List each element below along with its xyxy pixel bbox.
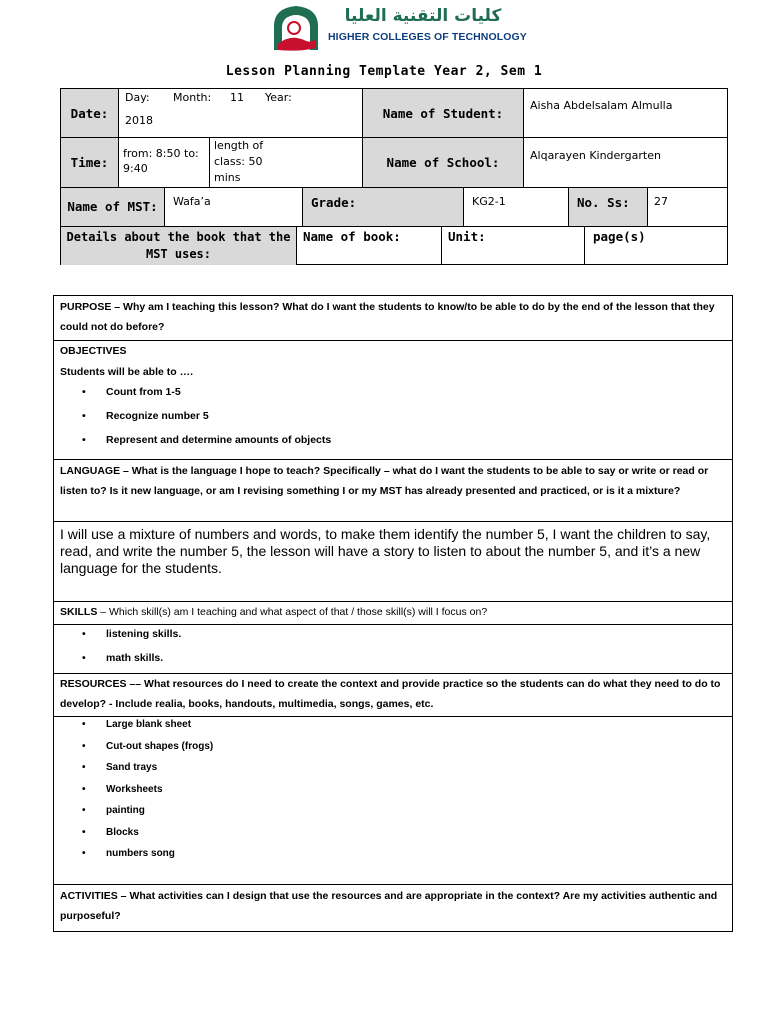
activities-section — [54, 885, 732, 931]
skills-list — [54, 628, 732, 676]
date-label: Date: — [61, 89, 119, 138]
objectives-section — [54, 341, 732, 460]
list-item: • Blocks — [54, 827, 732, 849]
year-value: 2018 — [125, 114, 153, 127]
day-label: Day: — [125, 91, 150, 104]
objectives-intro: Students will be able to …. — [60, 366, 194, 378]
student-value: Aisha Abdelsalam Almulla — [524, 89, 728, 138]
resources-section — [54, 674, 732, 717]
time-value: from: 8:50 to: 9:40 — [119, 138, 210, 188]
activities-heading: ACTIVITIES — [60, 890, 118, 902]
objectives-list — [54, 386, 732, 458]
date-cell — [119, 89, 363, 138]
school-label: Name of School: — [363, 138, 524, 188]
book-details-label: Details about the book that the MST uses: — [61, 227, 297, 265]
school-value: Alqarayen Kindergarten — [524, 138, 728, 188]
list-item: • Recognize number 5 — [54, 410, 732, 434]
mst-label: Name of MST: — [61, 188, 165, 227]
month-label: Month: — [173, 91, 212, 104]
pages-label: page(s) — [593, 229, 646, 244]
skills-list-section — [54, 625, 732, 674]
language-heading: LANGUAGE — [60, 465, 121, 477]
resources-list — [54, 719, 732, 870]
list-item: • math skills. — [54, 652, 732, 676]
logo-english-text: HIGHER COLLEGES OF TECHNOLOGY — [328, 31, 527, 43]
purpose-section — [54, 296, 732, 341]
list-item: • Large blank sheet — [54, 719, 732, 741]
purpose-heading: PURPOSE — [60, 301, 112, 313]
skills-question: – Which skill(s) am I teaching and what aspect of that / those skill(s) will I focus on? — [97, 606, 488, 618]
list-item: • Count from 1-5 — [54, 386, 732, 410]
ss-label: No. Ss: — [569, 188, 648, 227]
list-item: • listening skills. — [54, 628, 732, 652]
resources-heading: RESOURCES — [60, 678, 127, 690]
purpose-question: – Why am I teaching this lesson? What do I want the students to know/to be able to do by the end of the lesson that they could not do before? — [60, 301, 715, 333]
activities-question: – What activities can I design that use the resources and are appropriate in the context? Are my activities authentic and purposeful? — [60, 890, 718, 922]
unit-label: Unit: — [442, 227, 585, 265]
college-emblem-icon — [270, 4, 322, 52]
student-label: Name of Student: — [363, 89, 524, 138]
ss-value: 27 — [648, 188, 728, 227]
list-item: • Cut-out shapes (frogs) — [54, 741, 732, 763]
language-question: – What is the language I hope to teach? Specifically – what do I want the students to be able to say or write or read or listen to? Is it new language, or am I revising something I or my MST has already presented and practiced, or is it a mixture? — [60, 465, 709, 497]
skills-section — [54, 602, 732, 625]
list-item: • numbers song — [54, 848, 732, 870]
grade-value: KG2-1 — [464, 188, 569, 227]
month-value: 11 — [230, 91, 244, 104]
lesson-info-table — [60, 88, 728, 265]
list-item: • Sand trays — [54, 762, 732, 784]
resources-question: –– What resources do I need to create the context and provide practice so the students can do what they need to do to develop? - Include realia, books, handouts, multimedia, songs, games, etc. — [60, 678, 721, 710]
hct-logo — [270, 4, 527, 54]
skills-heading: SKILLS — [60, 606, 98, 618]
book-name-label: Name of book: — [297, 227, 442, 265]
class-length: length of class: 50 mins — [210, 138, 363, 188]
list-item: • Represent and determine amounts of objects — [54, 434, 732, 458]
year-label: Year: — [265, 91, 292, 104]
language-answer: I will use a mixture of numbers and words, to make them identify the number 5, I want the children to say, read, and write the number 5, the lesson will have a story to listen to about the number 5, and it’s a new language for the students. — [54, 522, 732, 602]
list-item: • painting — [54, 805, 732, 827]
list-item: • Worksheets — [54, 784, 732, 806]
resources-list-section — [54, 717, 732, 885]
mst-value: Wafa’a — [165, 188, 303, 227]
language-section — [54, 460, 732, 522]
logo-arabic-text: كليات التقنية العليا — [344, 6, 502, 26]
time-label: Time: — [61, 138, 119, 188]
lesson-plan-table — [53, 295, 733, 932]
grade-label: Grade: — [303, 188, 464, 227]
objectives-heading: OBJECTIVES — [60, 345, 127, 357]
document-title: Lesson Planning Template Year 2, Sem 1 — [225, 64, 543, 79]
